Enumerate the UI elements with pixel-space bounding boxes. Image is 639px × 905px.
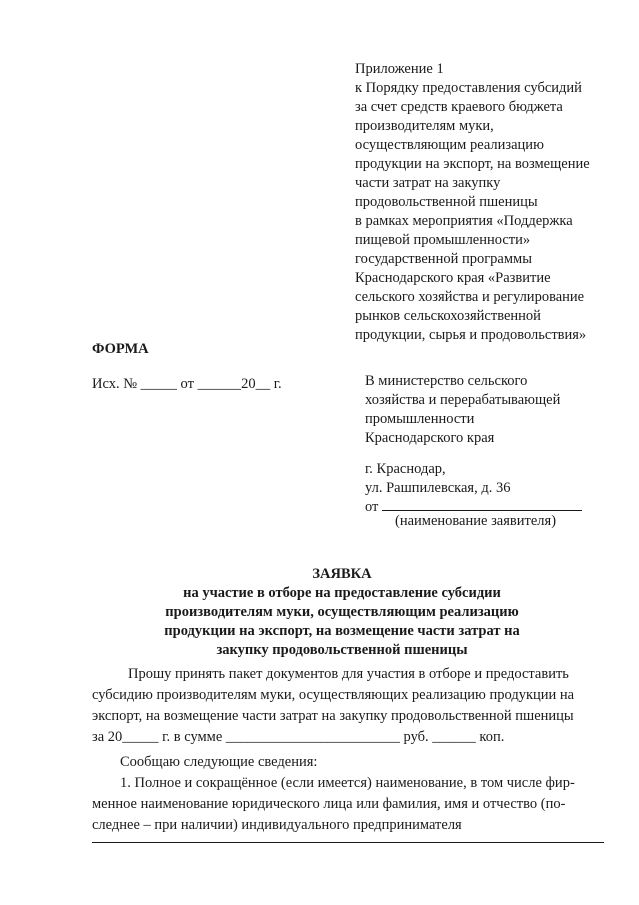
- appendix-line: производителям муки,: [355, 118, 494, 134]
- appendix-line: Краснодарского края «Развитие: [355, 270, 551, 286]
- title-line: закупку продовольственной пшеницы: [216, 642, 468, 658]
- recipient-line: хозяйства и перерабатывающей: [365, 392, 561, 408]
- title-heading: ЗАЯВКА: [312, 566, 372, 582]
- appendix-block: [355, 60, 590, 345]
- form-label: ФОРМА: [92, 341, 149, 357]
- request-paragraph: [92, 664, 607, 748]
- appendix-line: сельского хозяйства и регулирование: [355, 289, 585, 305]
- info-intro: Сообщаю следующие сведения:: [120, 754, 318, 770]
- recipient-line: В министерство сельского: [365, 373, 528, 389]
- appendix-line: осуществляющим реализацию: [355, 137, 544, 153]
- paragraph-line: экспорт, на возмещение части затрат на закупку продовольственной пшеницы: [92, 708, 574, 724]
- appendix-line: продукции на экспорт, на возмещение: [355, 156, 590, 172]
- paragraph-line: менное наименование юридического лица или фамилия, имя и отчество (по-: [92, 796, 566, 812]
- recipient-line: промышленности: [365, 411, 475, 427]
- recipient-block: [365, 372, 560, 448]
- paragraph-line: субсидию производителям муки, осуществляющих реализацию продукции на: [92, 687, 575, 703]
- appendix-line: к Порядку предоставления субсидий: [355, 80, 582, 96]
- appendix-line: продовольственной пшеницы: [355, 194, 538, 210]
- applicant-name-field[interactable]: [382, 498, 582, 511]
- appendix-line: продукции, сырья и продовольствия»: [355, 327, 587, 343]
- appendix-line: рынков сельскохозяйственной: [355, 308, 541, 324]
- from-label: от: [365, 499, 379, 515]
- paragraph-line: 1. Полное и сокращённое (если имеется) наименование, в том числе фир-: [120, 775, 575, 791]
- amount-line[interactable]: за 20_____ г. в сумме ________________________ руб. ______ коп.: [92, 729, 505, 745]
- title-line: продукции на экспорт, на возмещение части затрат на: [164, 623, 520, 639]
- appendix-line: в рамках мероприятия «Поддержка: [355, 213, 573, 229]
- paragraph-line: следнее – при наличии) индивидуального предпринимателя: [92, 817, 462, 833]
- info-paragraph: [92, 752, 607, 836]
- appendix-line: части затрат на закупку: [355, 175, 501, 191]
- appendix-line: за счет средств краевого бюджета: [355, 99, 563, 115]
- paragraph-line: Прошу принять пакет документов для участия в отборе и предоставить: [128, 666, 569, 682]
- document-title: [92, 565, 592, 660]
- address-street: ул. Рашпилевская, д. 36: [365, 480, 511, 496]
- address-city: г. Краснодар,: [365, 461, 446, 477]
- recipient-line: Краснодарского края: [365, 430, 495, 446]
- title-line: производителям муки, осуществляющим реализацию: [165, 604, 519, 620]
- appendix-line: пищевой промышленности»: [355, 232, 531, 248]
- address-block: [365, 460, 582, 517]
- appendix-line: Приложение 1: [355, 61, 444, 77]
- applicant-note: (наименование заявителя): [395, 513, 557, 529]
- appendix-line: государственной программы: [355, 251, 532, 267]
- title-line: на участие в отборе на предоставление субсидии: [183, 585, 501, 601]
- organization-name-field[interactable]: [92, 842, 604, 843]
- outgoing-number-field[interactable]: Исх. № _____ от ______20__ г.: [92, 376, 282, 392]
